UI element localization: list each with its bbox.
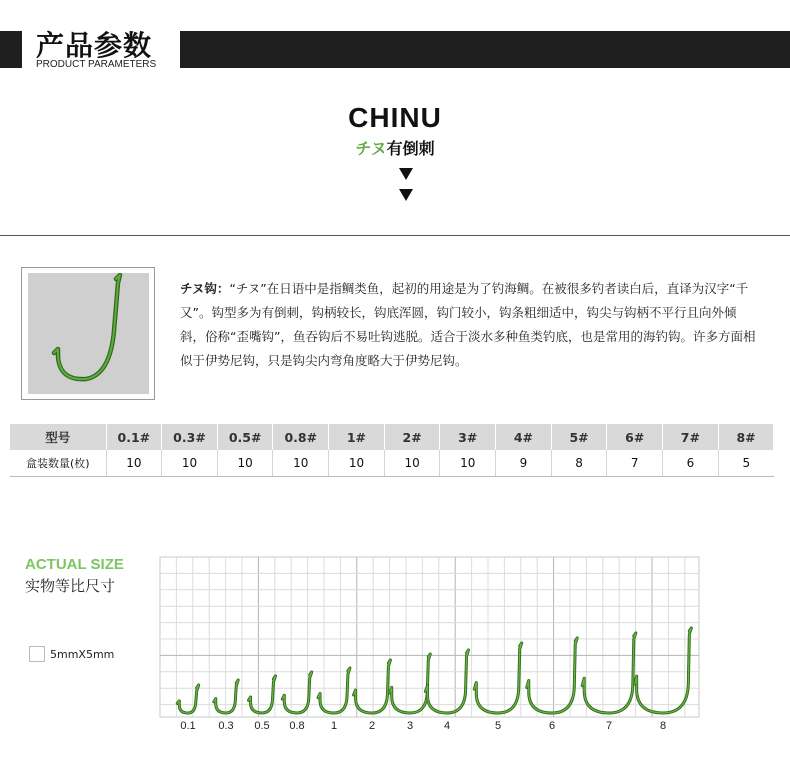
model-label: 型号 — [10, 424, 106, 450]
hook-size-label: 8 — [659, 720, 667, 732]
section-subtitle: PRODUCT PARAMETERS — [36, 59, 157, 70]
count-cell: 10 — [440, 450, 496, 476]
model-cell: 0.8# — [273, 424, 329, 450]
hook-size-label: 0.8 — [289, 720, 305, 732]
description-lead: チヌ钩： — [180, 281, 230, 296]
count-cell: 10 — [162, 450, 218, 476]
model-cell: 4# — [496, 424, 552, 450]
actual-size-subtitle: 实物等比尺寸 — [25, 577, 116, 595]
model-cell: 0.5# — [217, 424, 273, 450]
product-name: CHINU — [348, 102, 442, 133]
description-text: “チヌ”在日语中是指鲷类鱼，起初的用途是为了钓海鲷。在被很多钓者读白后，直译为汉字“千又”。钩型多为有倒刺，钩柄较长，钩底浑圆，钩门较小，钩条粗细适中，钩尖与钩柄不平行且向外倾斜，俗称“歪嘴钩”，鱼吞钩后不易吐钩逃脱。适合于淡水多种鱼类钓底，也是常用的海钓钩。许多方面相似于伊势尼钩，只是钩尖内弯角度略大于伊势尼钩。 — [180, 281, 756, 368]
model-cell: 0.1# — [106, 424, 162, 450]
hook-size-label: 0.5 — [254, 720, 270, 732]
model-cell: 5# — [551, 424, 607, 450]
hook-size-label: 4 — [443, 720, 451, 732]
section-title: 产品参数 — [36, 29, 153, 62]
actual-size-title: ACTUAL SIZE — [25, 556, 124, 573]
count-cell: 9 — [496, 450, 552, 476]
count-cell: 10 — [384, 450, 440, 476]
count-cell: 10 — [273, 450, 329, 476]
hook-size-label: 2 — [368, 720, 376, 732]
model-cell: 8# — [718, 424, 774, 450]
count-cell: 10 — [217, 450, 273, 476]
count-cell: 10 — [329, 450, 385, 476]
grid-frame — [160, 557, 699, 717]
hook-size-label: 7 — [605, 720, 613, 732]
hook-size-label: 6 — [548, 720, 556, 732]
model-cell: 0.3# — [162, 424, 218, 450]
count-cell: 5 — [718, 450, 774, 476]
model-cell: 2# — [384, 424, 440, 450]
hook-size-label: 0.1 — [180, 720, 196, 732]
model-cell: 7# — [663, 424, 719, 450]
product-subtitle-text: 有倒刺 — [386, 139, 435, 158]
count-cell: 6 — [663, 450, 719, 476]
model-cell: 6# — [607, 424, 663, 450]
model-cell: 1# — [329, 424, 385, 450]
hook-size-label: 0.3 — [218, 720, 234, 732]
model-cell: 3# — [440, 424, 496, 450]
product-subtitle-kana: チヌ — [355, 139, 387, 158]
grid-scale-label: 5mmX5mm — [50, 648, 115, 661]
count-cell: 7 — [607, 450, 663, 476]
hook-size-label: 3 — [406, 720, 414, 732]
count-cell: 8 — [551, 450, 607, 476]
hook-size-label: 5 — [494, 720, 502, 732]
hook-size-label: 1 — [330, 720, 338, 732]
count-cell: 10 — [106, 450, 162, 476]
count-label: 盒装数量(枚) — [10, 450, 106, 476]
